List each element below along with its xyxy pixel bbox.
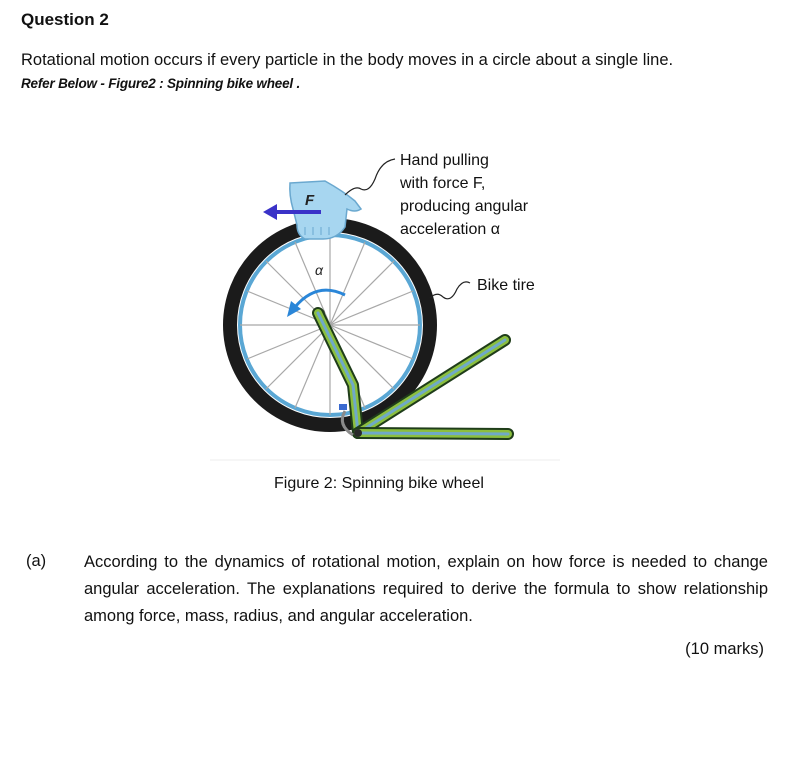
hand-label: Hand pulling with force F, producing angular acceleration α <box>400 152 529 238</box>
force-arrowhead-icon <box>263 204 277 220</box>
figure-caption: Figure 2: Spinning bike wheel <box>274 475 484 492</box>
tire-label: Bike tire <box>477 277 535 294</box>
frame-joint <box>354 429 362 437</box>
part-a-marks: (10 marks) <box>685 640 764 658</box>
tire-leader-line <box>430 282 470 299</box>
question-intro: Rotational motion occurs if every particle in the body moves in a circle about a single line. <box>21 51 674 69</box>
force-symbol: F <box>305 192 315 209</box>
question-title: Question 2 <box>21 10 109 29</box>
figure-reference: Refer Below - Figure2 : Spinning bike wheel . <box>21 76 301 91</box>
part-a-text: According to the dynamics of rotational motion, explain on how force is needed to change angular acceleration. The explanations required to derive the formula to show relationship among force, mass, radius, and angular acceleration. <box>84 553 768 625</box>
bike-wheel-figure <box>205 135 565 465</box>
part-a-label: (a) <box>26 552 47 570</box>
hand-leader-line <box>345 159 395 195</box>
brake-clip <box>339 404 347 410</box>
alpha-symbol: α <box>315 262 323 278</box>
